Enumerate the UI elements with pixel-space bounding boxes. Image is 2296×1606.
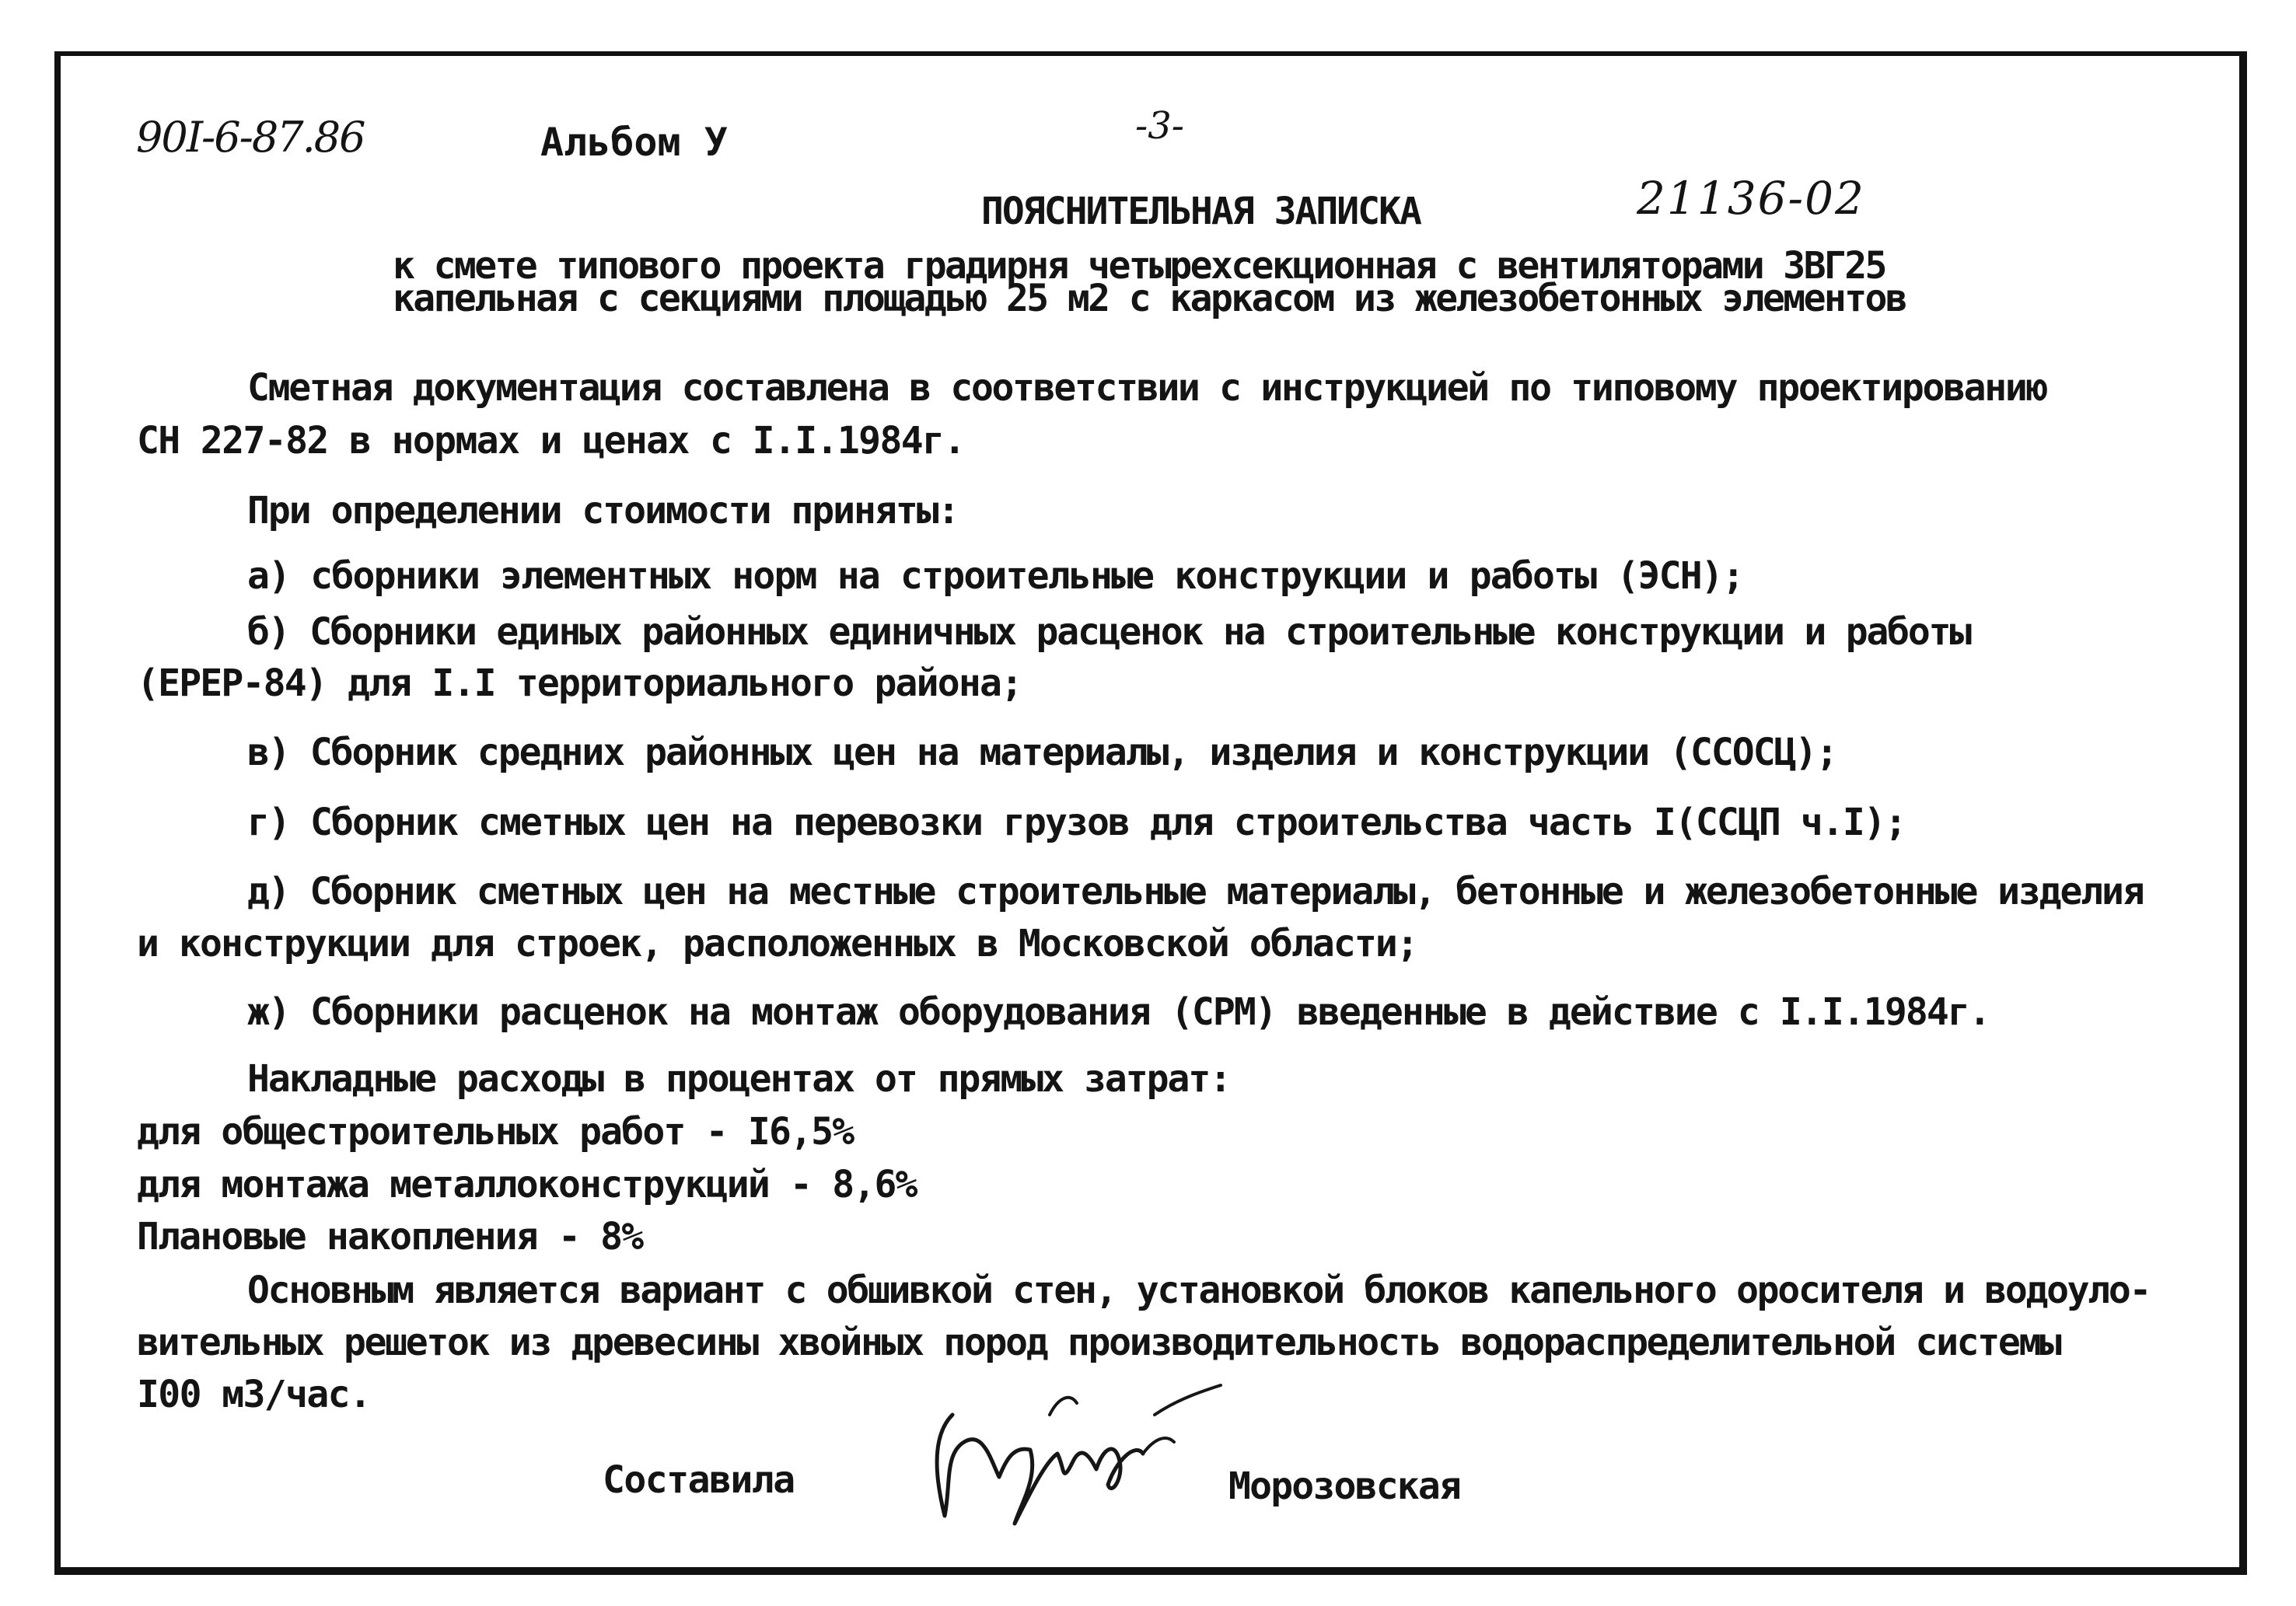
page-title: ПОЯСНИТЕЛЬНАЯ ЗАПИСКА	[981, 190, 1421, 233]
list-item: д) Сборник сметных цен на местные строительные материалы, бетонные и железобетонные изделия	[247, 870, 2144, 913]
main-variant-line: Основным является вариант с обшивкой стен, установкой блоков капельного оросителя и водоуло-	[247, 1269, 2151, 1312]
list-item: в) Сборник средних районных цен на материалы, изделия и конструкции (ССОСЦ);	[247, 731, 1837, 774]
overhead-heading: Накладные расходы в процентах от прямых затрат:	[247, 1057, 1231, 1101]
subtitle-line: к смете типового проекта градирня четырехсекционная с вентиляторами ЗВГ25	[393, 244, 1885, 288]
accepted-heading: При определении стоимости приняты:	[247, 489, 959, 532]
planned-savings: Плановые накопления - 8%	[137, 1215, 643, 1259]
list-item-continuation: и конструкции для строек, расположенных в Московской области;	[137, 922, 1417, 965]
inventory-number: 21136-02	[1637, 172, 1865, 225]
intro-paragraph-line: СН 227-82 в нормах и ценах с I.I.1984г.	[137, 419, 965, 463]
list-item: а) сборники элементных норм на строительные конструкции и работы (ЭСН);	[247, 554, 1743, 598]
composed-label: Составила	[603, 1458, 795, 1502]
list-item: б) Сборники единых районных единичных расценок на строительные конструкции и работы	[247, 610, 1970, 654]
document-code: 90I-6-87.86	[136, 113, 365, 162]
list-item: г) Сборник сметных цен на перевозки грузов для строительства часть I(ССЦП ч.I);	[247, 801, 1906, 844]
list-item-continuation: (ЕРЕР-84) для I.I территориального района;	[137, 662, 1022, 705]
album-label: Альбом У	[540, 120, 728, 165]
page-number: -3-	[1135, 104, 1184, 148]
main-variant-line: I00 м3/час.	[137, 1373, 371, 1416]
main-variant-line: вительных решеток из древесины хвойных пород производительность водораспределительной системы	[137, 1321, 2060, 1364]
overhead-general: для общестроительных работ - I6,5%	[137, 1110, 854, 1154]
overhead-metal: для монтажа металлоконструкций - 8,6%	[137, 1163, 917, 1206]
signature	[921, 1368, 1232, 1531]
author-name: Морозовская	[1228, 1465, 1461, 1508]
intro-paragraph-line: Сметная документация составлена в соответствии с инструкцией по типовому проектированию	[247, 366, 2047, 410]
subtitle-line: капельная с секциями площадью 25 м2 с каркасом из железобетонных элементов	[393, 277, 1906, 320]
list-item: ж) Сборники расценок на монтаж оборудования (СРМ) введенные в действие с I.I.1984г.	[247, 990, 1990, 1034]
